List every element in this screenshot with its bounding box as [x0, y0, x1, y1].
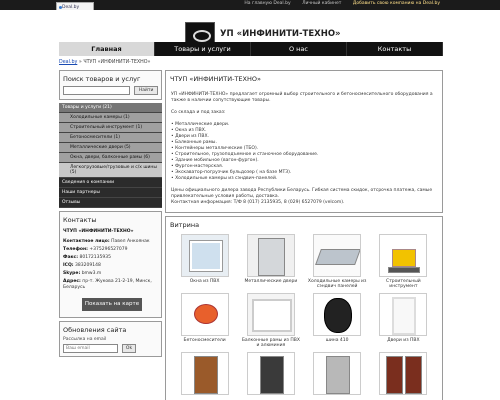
metal-door-image [247, 234, 295, 277]
double-door-image [379, 352, 427, 395]
contact-person: Контактное лицо: Павел Анкоянак [63, 239, 150, 244]
menu-company-info[interactable]: Сведения о компании [59, 178, 162, 188]
list-item: • Контейнеры металлические (ТБО). [171, 146, 437, 152]
menu-windows[interactable]: Окна, двери, балконные рамы (6) [59, 153, 162, 163]
email-input[interactable]: Ваш email [63, 344, 118, 353]
list-item: • Балконные рамы. [171, 140, 437, 146]
subscribe-label: Рассылка на email [63, 337, 107, 342]
showcase-item-pvc-doors[interactable]: Двери из ПВХ [373, 293, 434, 349]
menu-refrigerators[interactable]: Холодильные камеры (1) [59, 113, 162, 123]
contact-fax: Факс: 80172135935 [63, 255, 111, 260]
menu-partners[interactable]: Наши партнеры [59, 188, 162, 198]
compactor-image [379, 234, 427, 277]
windows-image [181, 234, 229, 277]
about-title: ЧТУП «ИНФИНИТИ-ТЕХНО» [170, 75, 261, 83]
contact-icq: ICQ: 383209148 [63, 263, 101, 268]
showcase-item-tyre[interactable]: шина 410 [307, 293, 368, 349]
search-button[interactable]: Найти [134, 86, 158, 95]
list-item: • Двери из ПВХ. [171, 134, 437, 140]
breadcrumb-link[interactable]: Deal.by [59, 60, 78, 65]
about-contact: Контактная информация: Т/Ф 8 (017) 2135935, 8 (029) 6527079 (velcom). [171, 200, 345, 205]
menu-products[interactable]: Товары и услуги (21) [59, 103, 162, 113]
balcony-image [247, 293, 295, 336]
grey-door-image [313, 352, 361, 395]
topbar [0, 0, 500, 10]
about-intro: УП «ИНФИНИТИ-ТЕХНО» предлагает огромный выбор строительного и бетоносмесительного оборудования а также в наличии сопутствующие товары. [171, 92, 433, 103]
updates-title: Обновления сайта [63, 326, 127, 334]
contacts-title: Контакты [63, 216, 97, 224]
showcase-item-door-dark[interactable] [240, 352, 301, 400]
main-content [165, 70, 443, 400]
menu-metal-doors[interactable]: Металлические двери (5) [59, 143, 162, 153]
menu-reviews[interactable]: Отзывы [59, 198, 162, 208]
sidebar [59, 70, 162, 360]
breadcrumb-sep: » [78, 60, 82, 65]
contacts-box [59, 211, 162, 318]
search-box [59, 70, 162, 100]
company-title: УП «ИНФИНИТИ-ТЕХНО» [220, 29, 341, 39]
contacts-company: ЧТУП «ИНФИНИТИ-ТЕХНО» [63, 229, 134, 234]
showcase-item-mixers[interactable]: Бетоносмесители [174, 293, 235, 349]
list-item: • Холодильные камеры из сэндвич-панелей. [171, 176, 437, 182]
dealby-logo[interactable]: Deal.by [56, 2, 94, 13]
brown-door-image [181, 352, 229, 395]
showcase-item-tools[interactable]: Строительный инструмент [373, 234, 434, 290]
top-links [234, 1, 440, 6]
contact-address: Адрес: пр-т. Жукова 21-2-19, Минск, Беларусь [63, 279, 152, 290]
pvc-door-image [379, 293, 427, 336]
header [0, 10, 500, 42]
list-item: • Строительное, грузоподъемное и станочное оборудование. [171, 152, 437, 158]
breadcrumb-current: ЧТУП «ИНФИНИТИ-ТЕХНО» [83, 60, 151, 65]
breadcrumb [59, 60, 150, 65]
updates-box [59, 321, 162, 357]
dark-door-image [247, 352, 295, 395]
showcase-title: Витрина [170, 221, 200, 229]
subscribe-button[interactable]: Ok [122, 344, 136, 353]
sidebar-menu [59, 103, 162, 208]
list-item: • Здание мобильное (вагон-фургон). [171, 158, 437, 164]
menu-mixers[interactable]: Бетоносмесители (1) [59, 133, 162, 143]
nav-about[interactable]: О нас [251, 42, 347, 56]
contact-skype: Skype: bmw3.m [63, 271, 102, 276]
showcase-item-door-double[interactable] [373, 352, 434, 400]
showcase-item-windows[interactable]: Окна из ПВХ [174, 234, 235, 290]
list-item: • Окна из ПВХ. [171, 128, 437, 134]
mixer-image [181, 293, 229, 336]
showcase-item-cold-rooms[interactable]: Холодильные камеры из сэндвич панелей [307, 234, 368, 290]
showcase-item-metal-doors[interactable]: Металлические двери [240, 234, 301, 290]
showcase-grid [166, 232, 442, 400]
nav-home[interactable]: Главная [59, 42, 155, 56]
menu-tools[interactable]: Строительный инструмент (1) [59, 123, 162, 133]
list-item: • Металлические двери. [171, 122, 437, 128]
contact-phone: Телефон: +375296527079 [63, 247, 128, 252]
order-label: Со склада и под заказ: [171, 110, 226, 115]
showcase-item-balcony[interactable]: Балконные рамы из ПВХ и алюминия [240, 293, 301, 349]
add-company-link[interactable]: Добавить свою компанию на Deal.by [352, 1, 440, 6]
about-panel [165, 70, 443, 213]
about-footer: Цены официального дилера завода Республики Беларусь. Гибкая система скидок, отсрочка платежа, самые привлекательные условия работы, доставка. [171, 188, 433, 199]
tyre-image [313, 293, 361, 336]
menu-tyres[interactable]: Легкогрузовые/грузовые и с/х шины (5) [59, 163, 162, 178]
showcase-item-door-grey[interactable] [307, 352, 368, 400]
showcase-panel [165, 216, 443, 400]
search-title: Поиск товаров и услуг [63, 75, 141, 83]
list-item: • Экскаватор-погрузчик бульдозер ( на базе МТЗ). [171, 170, 437, 176]
home-link[interactable]: На главную Deal.by [244, 1, 291, 6]
nav-products[interactable]: Товары и услуги [155, 42, 251, 56]
showcase-item-door-brown[interactable] [174, 352, 235, 400]
nav-contacts[interactable]: Контакты [347, 42, 443, 56]
show-map-button[interactable]: Показать на карте [82, 298, 142, 311]
about-list [171, 122, 437, 182]
main-nav [59, 42, 443, 56]
search-input[interactable] [63, 86, 130, 95]
sandwich-panel-image [313, 234, 361, 277]
list-item: • Фургон-мастерская. [171, 164, 437, 170]
cabinet-link[interactable]: Личный кабинет [302, 1, 342, 6]
